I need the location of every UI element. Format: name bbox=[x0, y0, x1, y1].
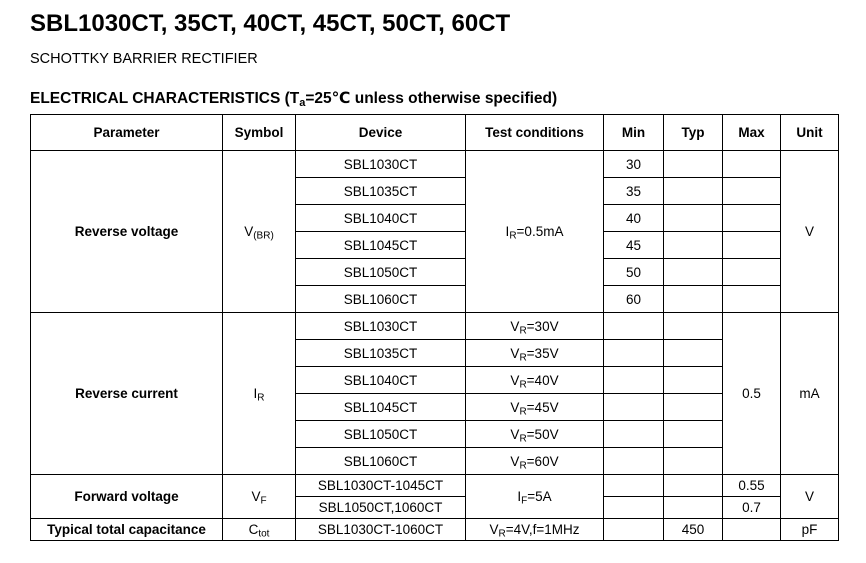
typ-cell bbox=[664, 286, 723, 313]
symbol-v-br bbox=[223, 151, 296, 313]
max-cell bbox=[723, 286, 781, 313]
device-cell: SBL1030CT-1045CT bbox=[296, 475, 466, 497]
page-subtitle: SCHOTTKY BARRIER RECTIFIER bbox=[30, 51, 258, 67]
table-header-row bbox=[31, 115, 839, 151]
condition-base: V bbox=[510, 372, 520, 388]
section-heading bbox=[30, 90, 838, 108]
symbol-sub: R bbox=[257, 392, 265, 404]
typ-cell bbox=[664, 497, 723, 519]
condition-sub: R bbox=[519, 325, 527, 336]
unit-cell: pF bbox=[781, 519, 839, 541]
condition-cell bbox=[466, 475, 604, 519]
symbol-sub: F bbox=[260, 495, 267, 507]
device-cell: SBL1030CT bbox=[296, 151, 466, 178]
typ-cell bbox=[664, 394, 723, 421]
condition-cell bbox=[466, 151, 604, 313]
condition-rest: =45V bbox=[526, 399, 559, 415]
condition-sub: R bbox=[519, 433, 527, 444]
min-cell bbox=[604, 497, 664, 519]
condition-base: V bbox=[510, 399, 520, 415]
table-row bbox=[31, 313, 839, 340]
device-cell: SBL1035CT bbox=[296, 178, 466, 205]
device-cell: SBL1040CT bbox=[296, 205, 466, 232]
condition-sub: R bbox=[519, 379, 527, 390]
device-cell: SBL1050CT bbox=[296, 259, 466, 286]
section-heading-prefix: ELECTRICAL CHARACTERISTICS (T bbox=[30, 90, 300, 107]
col-header-min: Min bbox=[604, 115, 664, 151]
max-cell bbox=[723, 205, 781, 232]
min-cell: 40 bbox=[604, 205, 664, 232]
condition-rest: =5A bbox=[527, 489, 552, 504]
condition-rest: =4V,f=1MHz bbox=[505, 522, 580, 537]
unit-cell: mA bbox=[781, 313, 839, 475]
min-cell: 60 bbox=[604, 286, 664, 313]
section-heading-subscript: a bbox=[299, 96, 306, 109]
symbol-i-r bbox=[223, 313, 296, 475]
condition-cell bbox=[466, 394, 604, 421]
table-row bbox=[31, 519, 839, 541]
min-cell bbox=[604, 340, 664, 367]
device-cell: SBL1045CT bbox=[296, 232, 466, 259]
typ-cell bbox=[664, 232, 723, 259]
max-cell bbox=[723, 259, 781, 286]
max-cell: 0.7 bbox=[723, 497, 781, 519]
min-cell bbox=[604, 475, 664, 497]
col-header-test-conditions: Test conditions bbox=[466, 115, 604, 151]
condition-sub: R bbox=[498, 528, 506, 540]
condition-base: V bbox=[489, 522, 499, 537]
symbol-sub: (BR) bbox=[253, 230, 274, 242]
param-typical-total-capacitance: Typical total capacitance bbox=[31, 519, 223, 541]
page-title: SBL1030CT, 35CT, 40CT, 45CT, 50CT, 60CT bbox=[30, 10, 511, 37]
min-cell: 35 bbox=[604, 178, 664, 205]
typ-cell bbox=[664, 421, 723, 448]
min-cell: 50 bbox=[604, 259, 664, 286]
col-header-device: Device bbox=[296, 115, 466, 151]
typ-cell bbox=[664, 475, 723, 497]
condition-rest: =40V bbox=[526, 372, 559, 388]
device-cell: SBL1030CT bbox=[296, 313, 466, 340]
symbol-sub: tot bbox=[258, 528, 270, 540]
col-header-max: Max bbox=[723, 115, 781, 151]
device-cell: SBL1035CT bbox=[296, 340, 466, 367]
section-heading-suffix: =25℃ unless otherwise specified) bbox=[305, 90, 558, 107]
symbol-base: V bbox=[251, 489, 261, 504]
max-cell bbox=[723, 519, 781, 541]
min-cell bbox=[604, 519, 664, 541]
device-cell: SBL1050CT bbox=[296, 421, 466, 448]
condition-cell bbox=[466, 313, 604, 340]
min-cell bbox=[604, 394, 664, 421]
device-cell: SBL1060CT bbox=[296, 286, 466, 313]
table-row bbox=[31, 475, 839, 497]
symbol-base: C bbox=[248, 522, 259, 537]
condition-base: I bbox=[517, 489, 522, 504]
condition-base: V bbox=[510, 453, 520, 469]
min-cell: 45 bbox=[604, 232, 664, 259]
param-reverse-voltage: Reverse voltage bbox=[31, 151, 223, 313]
device-cell: SBL1060CT bbox=[296, 448, 466, 475]
col-header-parameter: Parameter bbox=[31, 115, 223, 151]
symbol-base: I bbox=[253, 386, 258, 401]
condition-rest: =0.5mA bbox=[516, 224, 564, 239]
condition-base: V bbox=[510, 345, 520, 361]
min-cell bbox=[604, 421, 664, 448]
condition-rest: =60V bbox=[526, 453, 559, 469]
min-cell bbox=[604, 367, 664, 394]
typ-cell bbox=[664, 205, 723, 232]
param-forward-voltage: Forward voltage bbox=[31, 475, 223, 519]
min-cell bbox=[604, 313, 664, 340]
condition-cell bbox=[466, 340, 604, 367]
max-cell bbox=[723, 232, 781, 259]
condition-sub: R bbox=[519, 352, 527, 363]
col-header-unit: Unit bbox=[781, 115, 839, 151]
condition-rest: =35V bbox=[526, 345, 559, 361]
condition-cell bbox=[466, 367, 604, 394]
condition-base: I bbox=[505, 224, 510, 239]
unit-cell: V bbox=[781, 151, 839, 313]
device-cell: SBL1030CT-1060CT bbox=[296, 519, 466, 541]
table-row bbox=[31, 151, 839, 178]
typ-cell bbox=[664, 340, 723, 367]
param-reverse-current: Reverse current bbox=[31, 313, 223, 475]
min-cell bbox=[604, 448, 664, 475]
symbol-c-tot bbox=[223, 519, 296, 541]
condition-cell bbox=[466, 421, 604, 448]
symbol-base: V bbox=[244, 224, 254, 239]
condition-base: V bbox=[510, 426, 520, 442]
max-cell: 0.55 bbox=[723, 475, 781, 497]
max-cell bbox=[723, 178, 781, 205]
condition-sub: R bbox=[509, 230, 517, 242]
condition-rest: =50V bbox=[526, 426, 559, 442]
col-header-typ: Typ bbox=[664, 115, 723, 151]
condition-rest: =30V bbox=[526, 318, 559, 334]
electrical-characteristics-table bbox=[30, 114, 839, 541]
typ-cell bbox=[664, 367, 723, 394]
device-cell: SBL1045CT bbox=[296, 394, 466, 421]
condition-sub: F bbox=[521, 495, 528, 507]
typ-cell bbox=[664, 448, 723, 475]
max-cell bbox=[723, 151, 781, 178]
symbol-v-f bbox=[223, 475, 296, 519]
condition-sub: R bbox=[519, 406, 527, 417]
typ-cell bbox=[664, 151, 723, 178]
typ-cell: 450 bbox=[664, 519, 723, 541]
col-header-symbol: Symbol bbox=[223, 115, 296, 151]
condition-cell bbox=[466, 519, 604, 541]
typ-cell bbox=[664, 178, 723, 205]
min-cell: 30 bbox=[604, 151, 664, 178]
device-cell: SBL1050CT,1060CT bbox=[296, 497, 466, 519]
condition-cell bbox=[466, 448, 604, 475]
typ-cell bbox=[664, 313, 723, 340]
max-cell: 0.5 bbox=[723, 313, 781, 475]
device-cell: SBL1040CT bbox=[296, 367, 466, 394]
typ-cell bbox=[664, 259, 723, 286]
condition-base: V bbox=[510, 318, 520, 334]
condition-sub: R bbox=[519, 460, 527, 471]
unit-cell: V bbox=[781, 475, 839, 519]
